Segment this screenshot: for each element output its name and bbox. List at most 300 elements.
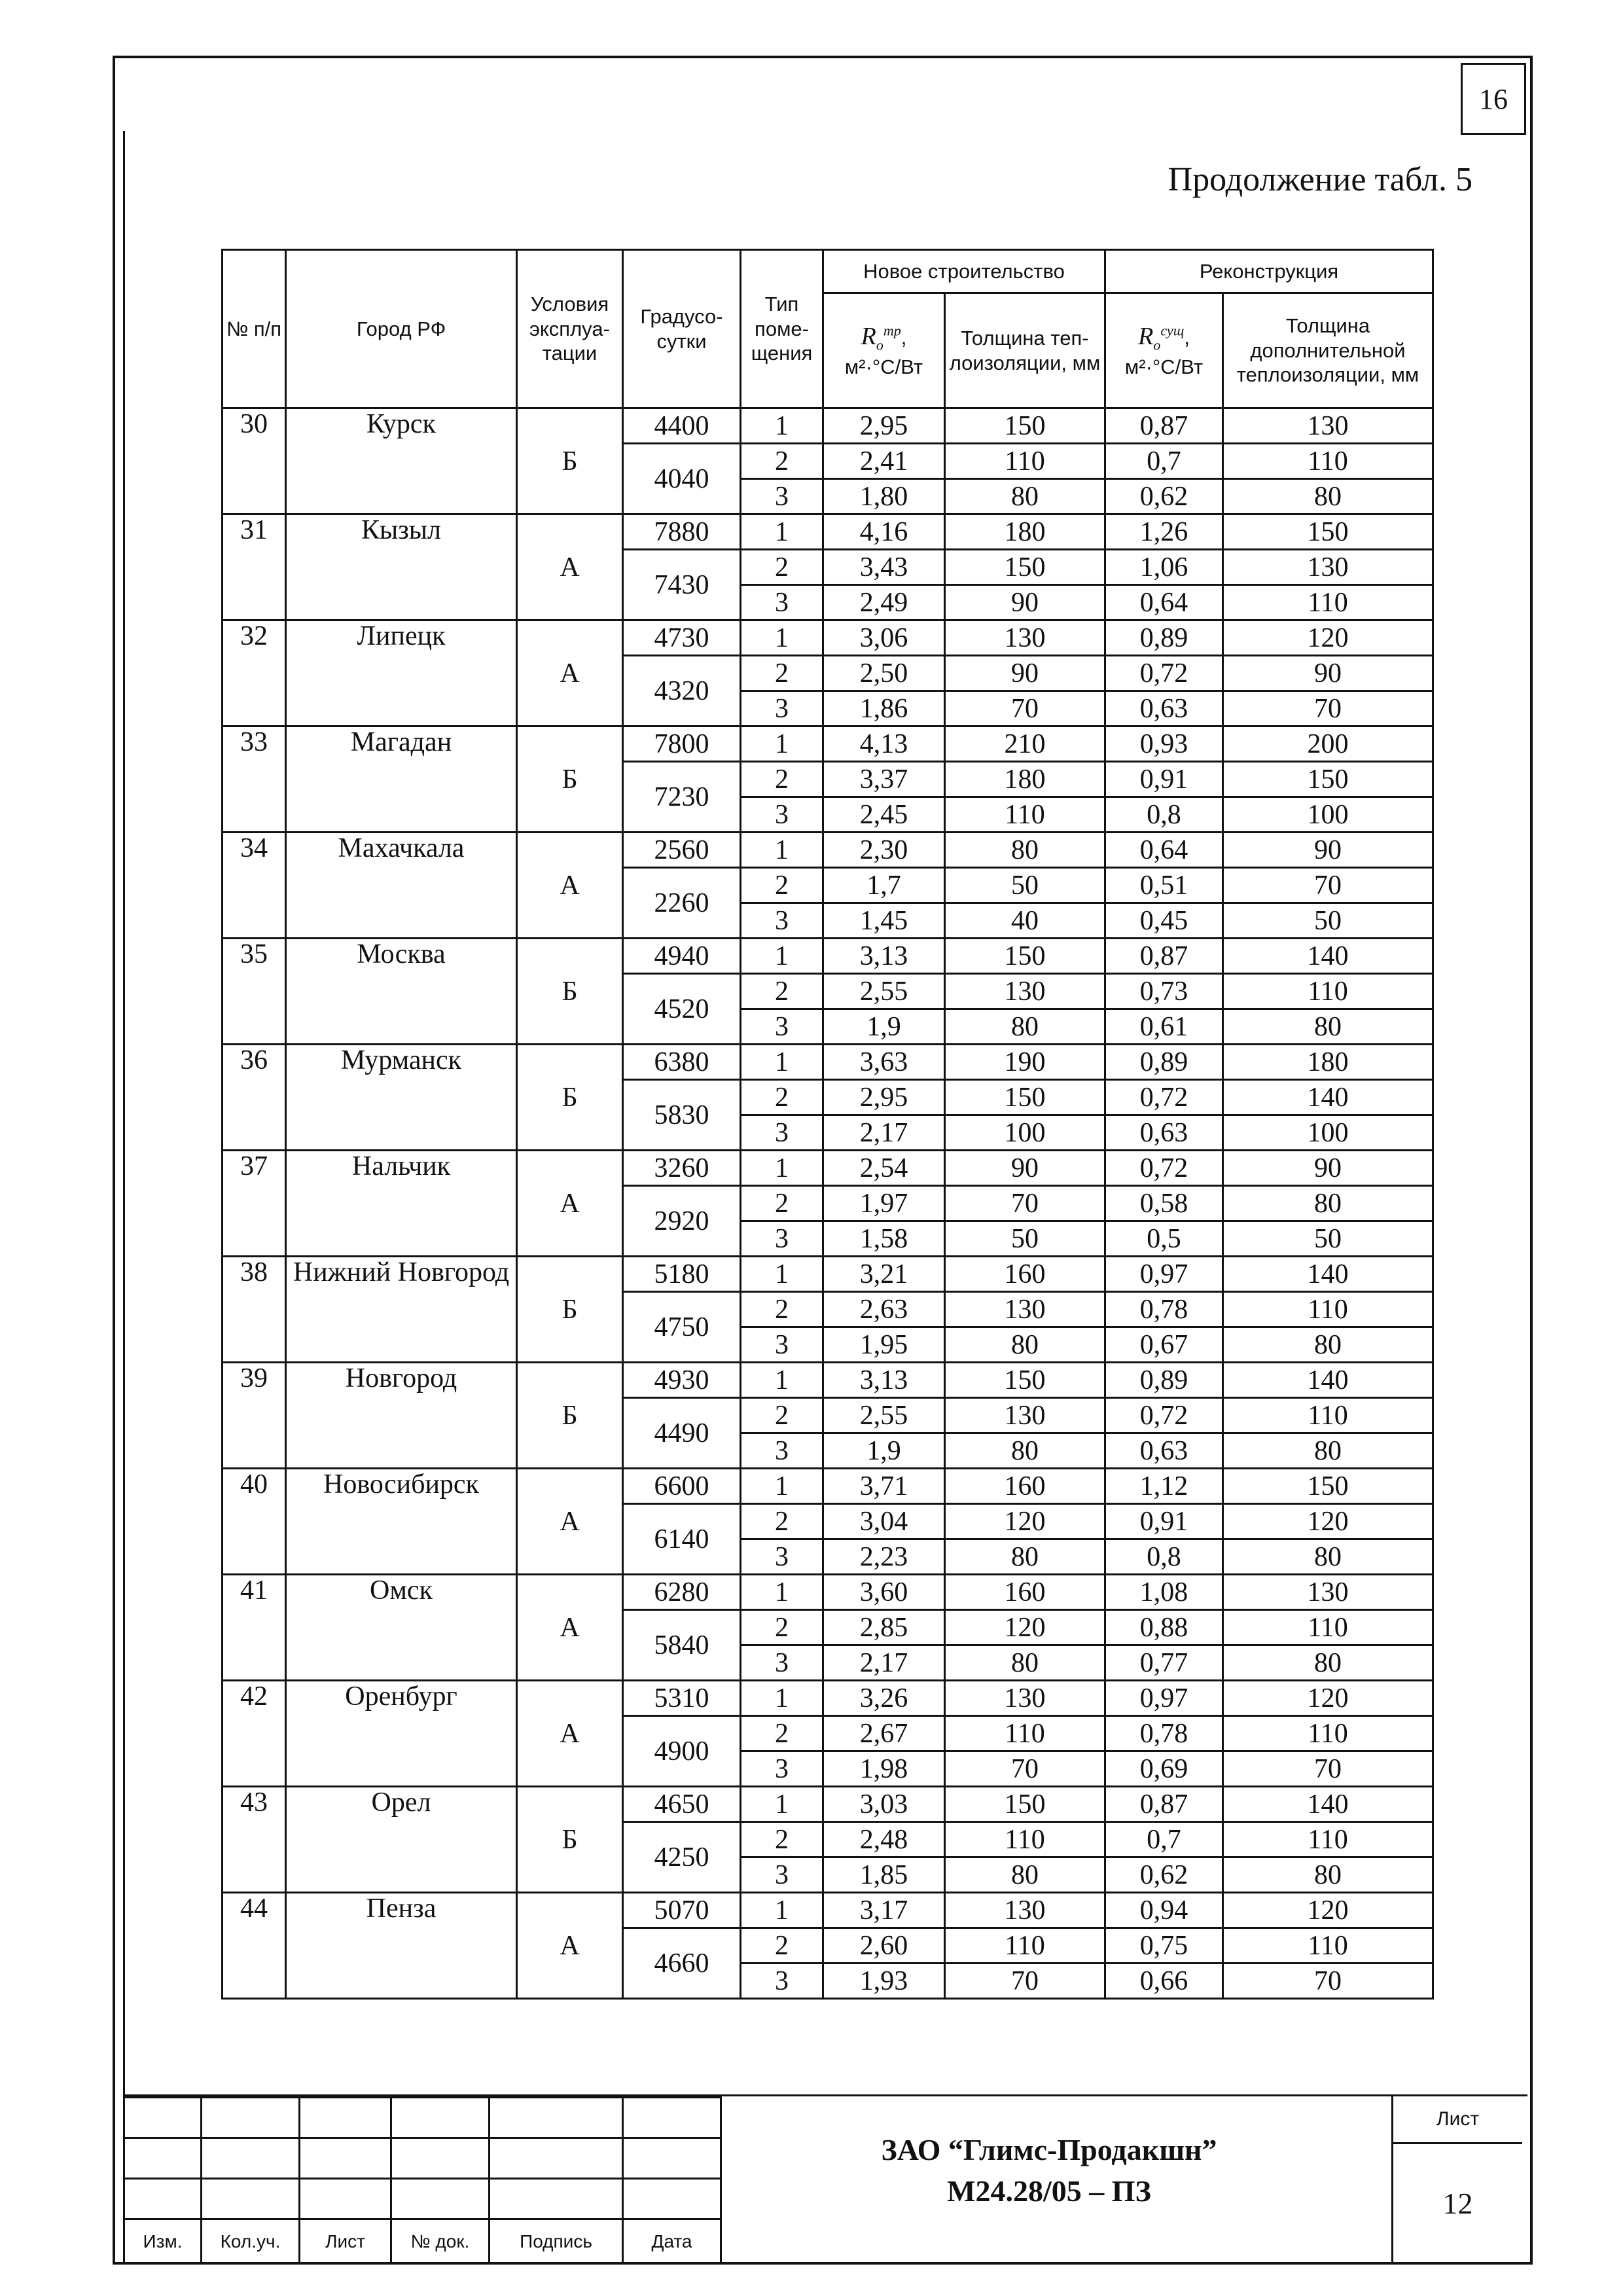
- operating-conditions: Б: [517, 1045, 623, 1151]
- new-thickness-value: 130: [945, 1681, 1105, 1716]
- recon-thickness-value: 140: [1223, 939, 1433, 974]
- header-reconstruction: Реконструкция: [1105, 250, 1433, 293]
- new-thickness-value: 80: [945, 479, 1105, 514]
- recon-thickness-value: 90: [1223, 1151, 1433, 1186]
- header-num: № п/п: [223, 250, 286, 408]
- r-required-value: 2,41: [823, 444, 945, 479]
- room-type: 2: [741, 656, 823, 691]
- room-type: 1: [741, 1151, 823, 1186]
- r-required-value: 1,58: [823, 1221, 945, 1257]
- r-existing-value: 0,93: [1105, 726, 1223, 762]
- r-existing-value: 0,89: [1105, 1363, 1223, 1398]
- header-r-required: $R_о^{тр}$, м²·°С/Вт: [823, 293, 945, 408]
- degree-days: 4040: [623, 444, 741, 514]
- r-existing-value: 1,08: [1105, 1575, 1223, 1610]
- r-required-value: 3,43: [823, 550, 945, 585]
- city-name: Нальчик: [286, 1151, 517, 1257]
- new-thickness-value: 80: [945, 1009, 1105, 1045]
- table-body: [223, 408, 1433, 1999]
- r-existing-value: 0,94: [1105, 1893, 1223, 1928]
- room-type: 3: [741, 1751, 823, 1787]
- recon-thickness-value: 120: [1223, 620, 1433, 656]
- new-thickness-value: 130: [945, 1398, 1105, 1433]
- degree-days: 4930: [623, 1363, 741, 1398]
- r-required-value: 2,55: [823, 1398, 945, 1433]
- table-row: [223, 1681, 1433, 1716]
- new-thickness-value: 80: [945, 1857, 1105, 1893]
- recon-thickness-value: 100: [1223, 1115, 1433, 1151]
- degree-days: 7430: [623, 550, 741, 620]
- operating-conditions: Б: [517, 1257, 623, 1363]
- stamp-label-signature: Подпись: [490, 2219, 623, 2264]
- r-existing-value: 0,72: [1105, 1398, 1223, 1433]
- new-thickness-value: 150: [945, 408, 1105, 444]
- title-block: [123, 2094, 1527, 2263]
- room-type: 3: [741, 1539, 823, 1575]
- new-thickness-value: 180: [945, 514, 1105, 550]
- room-type: 1: [741, 620, 823, 656]
- header-degree-days: Градусо-сутки: [623, 250, 741, 408]
- room-type: 2: [741, 444, 823, 479]
- recon-thickness-value: 130: [1223, 1575, 1433, 1610]
- recon-thickness-value: 140: [1223, 1363, 1433, 1398]
- r-required-value: 3,03: [823, 1787, 945, 1822]
- r-required-value: 2,17: [823, 1115, 945, 1151]
- header-room-type: Тип поме-щения: [741, 250, 823, 408]
- city-name: Курск: [286, 408, 517, 514]
- new-thickness-value: 50: [945, 868, 1105, 903]
- recon-thickness-value: 140: [1223, 1787, 1433, 1822]
- r-required-value: 1,97: [823, 1186, 945, 1221]
- r-required-value: 3,21: [823, 1257, 945, 1292]
- r-existing-value: 0,97: [1105, 1257, 1223, 1292]
- recon-thickness-value: 80: [1223, 1857, 1433, 1893]
- r-required-value: 2,30: [823, 833, 945, 868]
- r-required-value: 3,06: [823, 620, 945, 656]
- degree-days: 2920: [623, 1186, 741, 1257]
- degree-days: 3260: [623, 1151, 741, 1186]
- r-existing-value: 0,63: [1105, 1115, 1223, 1151]
- new-thickness-value: 70: [945, 1186, 1105, 1221]
- room-type: 2: [741, 1610, 823, 1645]
- new-thickness-value: 130: [945, 620, 1105, 656]
- new-thickness-value: 190: [945, 1045, 1105, 1080]
- city-name: Орел: [286, 1787, 517, 1893]
- city-name: Москва: [286, 939, 517, 1045]
- r-existing-value: 0,64: [1105, 585, 1223, 620]
- new-thickness-value: 120: [945, 1504, 1105, 1539]
- city-name: Оренбург: [286, 1681, 517, 1787]
- r-existing-value: 0,63: [1105, 691, 1223, 726]
- new-thickness-value: 110: [945, 1928, 1105, 1964]
- table-row: [223, 1893, 1433, 1928]
- degree-days: 4250: [623, 1822, 741, 1893]
- r-existing-value: 0,72: [1105, 1151, 1223, 1186]
- r-required-units: м²·°С/Вт: [844, 355, 923, 378]
- room-type: 1: [741, 1045, 823, 1080]
- r-required-value: 1,93: [823, 1964, 945, 1999]
- insulation-table: [221, 249, 1434, 2000]
- operating-conditions: А: [517, 1893, 623, 1999]
- header-r-existing: $R_о^{сущ}$, м²·°С/Вт: [1105, 293, 1223, 408]
- room-type: 3: [741, 1433, 823, 1469]
- r-existing-value: 0,5: [1105, 1221, 1223, 1257]
- degree-days: 7800: [623, 726, 741, 762]
- r-required-value: 3,71: [823, 1469, 945, 1504]
- r-existing-value: 0,78: [1105, 1716, 1223, 1751]
- room-type: 2: [741, 1186, 823, 1221]
- new-thickness-value: 50: [945, 1221, 1105, 1257]
- recon-thickness-value: 70: [1223, 691, 1433, 726]
- room-type: 2: [741, 974, 823, 1009]
- room-type: 3: [741, 691, 823, 726]
- header-conditions: Условия эксплуа-тации: [517, 250, 623, 408]
- recon-thickness-value: 80: [1223, 1009, 1433, 1045]
- recon-thickness-value: 50: [1223, 903, 1433, 939]
- recon-thickness-value: 140: [1223, 1257, 1433, 1292]
- recon-thickness-value: 150: [1223, 1469, 1433, 1504]
- operating-conditions: Б: [517, 1363, 623, 1469]
- r-required-value: 2,17: [823, 1645, 945, 1681]
- r-required-value: 3,17: [823, 1893, 945, 1928]
- r-existing-value: 0,61: [1105, 1009, 1223, 1045]
- r-existing-value: 0,67: [1105, 1327, 1223, 1363]
- r-required-value: 2,85: [823, 1610, 945, 1645]
- sheet-box: [1391, 2096, 1522, 2263]
- degree-days: 4520: [623, 974, 741, 1045]
- r-existing-value: 0,58: [1105, 1186, 1223, 1221]
- recon-thickness-value: 50: [1223, 1221, 1433, 1257]
- stamp-label-date: Дата: [623, 2219, 721, 2264]
- r-required-value: 3,60: [823, 1575, 945, 1610]
- new-thickness-value: 80: [945, 833, 1105, 868]
- r-required-value: 1,7: [823, 868, 945, 903]
- r-existing-value: 0,87: [1105, 939, 1223, 974]
- table-row: [223, 1045, 1433, 1080]
- r-existing-value: 0,72: [1105, 1080, 1223, 1115]
- operating-conditions: А: [517, 1575, 623, 1681]
- r-existing-value: 0,97: [1105, 1681, 1223, 1716]
- r-required-value: 1,45: [823, 903, 945, 939]
- recon-thickness-value: 90: [1223, 833, 1433, 868]
- table-row: [223, 1469, 1433, 1504]
- room-type: 3: [741, 1009, 823, 1045]
- row-number: 43: [223, 1787, 286, 1893]
- r-required-value: 2,54: [823, 1151, 945, 1186]
- new-thickness-value: 160: [945, 1469, 1105, 1504]
- recon-thickness-value: 110: [1223, 1292, 1433, 1327]
- recon-thickness-value: 200: [1223, 726, 1433, 762]
- r-required-value: 3,63: [823, 1045, 945, 1080]
- r-existing-value: 0,69: [1105, 1751, 1223, 1787]
- degree-days: 5180: [623, 1257, 741, 1292]
- r-required-value: 2,50: [823, 656, 945, 691]
- recon-thickness-value: 70: [1223, 1964, 1433, 1999]
- degree-days: 4900: [623, 1716, 741, 1787]
- room-type: 3: [741, 1645, 823, 1681]
- r-required-value: 2,60: [823, 1928, 945, 1964]
- recon-thickness-value: 70: [1223, 868, 1433, 903]
- table-row: [223, 1151, 1433, 1186]
- row-number: 34: [223, 833, 286, 939]
- degree-days: 6600: [623, 1469, 741, 1504]
- table-row: [223, 833, 1433, 868]
- city-name: Нижний Новгород: [286, 1257, 517, 1363]
- r-existing-value: 0,45: [1105, 903, 1223, 939]
- degree-days: 2260: [623, 868, 741, 939]
- recon-thickness-value: 80: [1223, 1186, 1433, 1221]
- new-thickness-value: 70: [945, 1751, 1105, 1787]
- r-required-value: 2,63: [823, 1292, 945, 1327]
- room-type: 3: [741, 797, 823, 833]
- header-recon-thickness: Толщина дополнительной теплоизоляции, мм: [1223, 293, 1433, 408]
- row-number: 42: [223, 1681, 286, 1787]
- r-required-value: 1,9: [823, 1433, 945, 1469]
- page-number: 16: [1461, 63, 1526, 135]
- room-type: 2: [741, 1716, 823, 1751]
- r-existing-value: 0,62: [1105, 479, 1223, 514]
- recon-thickness-value: 110: [1223, 1398, 1433, 1433]
- recon-thickness-value: 150: [1223, 762, 1433, 797]
- r-required-value: 2,48: [823, 1822, 945, 1857]
- operating-conditions: А: [517, 620, 623, 726]
- recon-thickness-value: 130: [1223, 550, 1433, 585]
- sheet-number: 12: [1442, 2186, 1473, 2220]
- r-existing-units: м²·°С/Вт: [1124, 355, 1204, 378]
- r-existing-value: 1,06: [1105, 550, 1223, 585]
- operating-conditions: А: [517, 514, 623, 620]
- recon-thickness-value: 80: [1223, 479, 1433, 514]
- city-name: Липецк: [286, 620, 517, 726]
- room-type: 1: [741, 1575, 823, 1610]
- recon-thickness-value: 110: [1223, 1716, 1433, 1751]
- recon-thickness-value: 130: [1223, 408, 1433, 444]
- room-type: 3: [741, 1221, 823, 1257]
- company-block: [720, 2096, 1522, 2263]
- r-existing-value: 0,91: [1105, 1504, 1223, 1539]
- new-thickness-value: 160: [945, 1575, 1105, 1610]
- row-number: 32: [223, 620, 286, 726]
- r-existing-value: 0,66: [1105, 1964, 1223, 1999]
- recon-thickness-value: 90: [1223, 656, 1433, 691]
- r-required-value: 2,67: [823, 1716, 945, 1751]
- r-required-value: 2,95: [823, 408, 945, 444]
- room-type: 2: [741, 1398, 823, 1433]
- new-thickness-value: 100: [945, 1115, 1105, 1151]
- r-required-value: 1,85: [823, 1857, 945, 1893]
- new-thickness-value: 80: [945, 1539, 1105, 1575]
- sheet-label: Лист: [1393, 2096, 1522, 2144]
- r-existing-value: 0,64: [1105, 833, 1223, 868]
- r-required-value: 3,04: [823, 1504, 945, 1539]
- r-existing-value: 0,87: [1105, 408, 1223, 444]
- new-thickness-value: 70: [945, 1964, 1105, 1999]
- r-required-value: 2,23: [823, 1539, 945, 1575]
- r-existing-value: 0,7: [1105, 1822, 1223, 1857]
- room-type: 2: [741, 550, 823, 585]
- room-type: 1: [741, 1363, 823, 1398]
- recon-thickness-value: 80: [1223, 1327, 1433, 1363]
- city-name: Магадан: [286, 726, 517, 833]
- r-required-value: 3,26: [823, 1681, 945, 1716]
- degree-days: 5070: [623, 1893, 741, 1928]
- r-existing-value: 0,72: [1105, 656, 1223, 691]
- operating-conditions: Б: [517, 1787, 623, 1893]
- degree-days: 4400: [623, 408, 741, 444]
- table-row: [223, 620, 1433, 656]
- new-thickness-value: 160: [945, 1257, 1105, 1292]
- room-type: 2: [741, 762, 823, 797]
- recon-thickness-value: 100: [1223, 797, 1433, 833]
- r-required-value: 3,13: [823, 939, 945, 974]
- row-number: 44: [223, 1893, 286, 1999]
- operating-conditions: А: [517, 833, 623, 939]
- city-name: Омск: [286, 1575, 517, 1681]
- r-required-value: 1,86: [823, 691, 945, 726]
- new-thickness-value: 180: [945, 762, 1105, 797]
- degree-days: 5310: [623, 1681, 741, 1716]
- r-existing-value: 0,88: [1105, 1610, 1223, 1645]
- table-row: [223, 1575, 1433, 1610]
- recon-thickness-value: 180: [1223, 1045, 1433, 1080]
- room-type: 1: [741, 1257, 823, 1292]
- row-number: 35: [223, 939, 286, 1045]
- row-number: 36: [223, 1045, 286, 1151]
- new-thickness-value: 90: [945, 656, 1105, 691]
- city-name: Махачкала: [286, 833, 517, 939]
- new-thickness-value: 90: [945, 1151, 1105, 1186]
- recon-thickness-value: 110: [1223, 444, 1433, 479]
- header-new-construction: Новое строительство: [823, 250, 1105, 293]
- table-caption: Продолжение табл. 5: [1168, 161, 1472, 198]
- table-row: [223, 408, 1433, 444]
- degree-days: 4730: [623, 620, 741, 656]
- r-required-value: 2,49: [823, 585, 945, 620]
- room-type: 3: [741, 903, 823, 939]
- recon-thickness-value: 110: [1223, 1822, 1433, 1857]
- row-number: 40: [223, 1469, 286, 1575]
- recon-thickness-value: 120: [1223, 1504, 1433, 1539]
- r-required-value: 4,13: [823, 726, 945, 762]
- recon-thickness-value: 140: [1223, 1080, 1433, 1115]
- r-existing-value: 0,8: [1105, 797, 1223, 833]
- r-existing-value: 0,51: [1105, 868, 1223, 903]
- new-thickness-value: 150: [945, 550, 1105, 585]
- r-existing-value: 0,7: [1105, 444, 1223, 479]
- recon-thickness-value: 110: [1223, 1928, 1433, 1964]
- new-thickness-value: 150: [945, 939, 1105, 974]
- room-type: 1: [741, 726, 823, 762]
- room-type: 2: [741, 868, 823, 903]
- room-type: 1: [741, 1681, 823, 1716]
- r-required-value: 2,55: [823, 974, 945, 1009]
- r-existing-value: 0,91: [1105, 762, 1223, 797]
- city-name: Пенза: [286, 1893, 517, 1999]
- room-type: 1: [741, 1469, 823, 1504]
- degree-days: 4320: [623, 656, 741, 726]
- r-existing-value: 0,89: [1105, 620, 1223, 656]
- recon-thickness-value: 120: [1223, 1893, 1433, 1928]
- r-existing-value: 0,75: [1105, 1928, 1223, 1964]
- new-thickness-value: 130: [945, 1893, 1105, 1928]
- table-row: [223, 1363, 1433, 1398]
- room-type: 1: [741, 833, 823, 868]
- r-required-value: 1,80: [823, 479, 945, 514]
- table-row: [223, 514, 1433, 550]
- r-required-value: 1,98: [823, 1751, 945, 1787]
- r-existing-value: 0,77: [1105, 1645, 1223, 1681]
- operating-conditions: Б: [517, 939, 623, 1045]
- operating-conditions: Б: [517, 726, 623, 833]
- city-name: Новосибирск: [286, 1469, 517, 1575]
- r-existing-value: 0,87: [1105, 1787, 1223, 1822]
- recon-thickness-value: 110: [1223, 1610, 1433, 1645]
- room-type: 3: [741, 1857, 823, 1893]
- recon-thickness-value: 70: [1223, 1751, 1433, 1787]
- degree-days: 4490: [623, 1398, 741, 1469]
- r-required-value: 3,13: [823, 1363, 945, 1398]
- new-thickness-value: 130: [945, 974, 1105, 1009]
- operating-conditions: А: [517, 1151, 623, 1257]
- table-row: [223, 1787, 1433, 1822]
- room-type: 1: [741, 939, 823, 974]
- recon-thickness-value: 80: [1223, 1433, 1433, 1469]
- stamp-label-count: Кол.уч.: [202, 2219, 300, 2264]
- degree-days: 4940: [623, 939, 741, 974]
- degree-days: 2560: [623, 833, 741, 868]
- room-type: 2: [741, 1928, 823, 1964]
- new-thickness-value: 130: [945, 1292, 1105, 1327]
- new-thickness-value: 80: [945, 1433, 1105, 1469]
- r-required-value: 3,37: [823, 762, 945, 797]
- new-thickness-value: 110: [945, 444, 1105, 479]
- recon-thickness-value: 150: [1223, 514, 1433, 550]
- r-required-value: 1,9: [823, 1009, 945, 1045]
- r-existing-value: 0,62: [1105, 1857, 1223, 1893]
- operating-conditions: Б: [517, 408, 623, 514]
- r-required-value: 2,95: [823, 1080, 945, 1115]
- table-row: [223, 726, 1433, 762]
- r-required-symbol: $R_о^{тр}$: [861, 322, 901, 353]
- r-required-value: 1,95: [823, 1327, 945, 1363]
- new-thickness-value: 120: [945, 1610, 1105, 1645]
- stamp-label-change: Изм.: [124, 2219, 202, 2264]
- r-existing-value: 0,73: [1105, 974, 1223, 1009]
- room-type: 3: [741, 1964, 823, 1999]
- r-existing-symbol: $R_о^{сущ}$: [1138, 322, 1185, 353]
- new-thickness-value: 150: [945, 1080, 1105, 1115]
- recon-thickness-value: 120: [1223, 1681, 1433, 1716]
- row-number: 31: [223, 514, 286, 620]
- room-type: 3: [741, 1327, 823, 1363]
- degree-days: 4660: [623, 1928, 741, 1999]
- room-type: 2: [741, 1822, 823, 1857]
- room-type: 2: [741, 1504, 823, 1539]
- new-thickness-value: 210: [945, 726, 1105, 762]
- room-type: 1: [741, 408, 823, 444]
- row-number: 39: [223, 1363, 286, 1469]
- r-existing-value: 1,12: [1105, 1469, 1223, 1504]
- degree-days: 6280: [623, 1575, 741, 1610]
- room-type: 3: [741, 585, 823, 620]
- revision-stamp: [123, 2096, 722, 2265]
- recon-thickness-value: 80: [1223, 1539, 1433, 1575]
- header-new-thickness: Толщина теп-лоизоляции, мм: [945, 293, 1105, 408]
- degree-days: 7880: [623, 514, 741, 550]
- new-thickness-value: 80: [945, 1645, 1105, 1681]
- operating-conditions: А: [517, 1469, 623, 1575]
- room-type: 1: [741, 1787, 823, 1822]
